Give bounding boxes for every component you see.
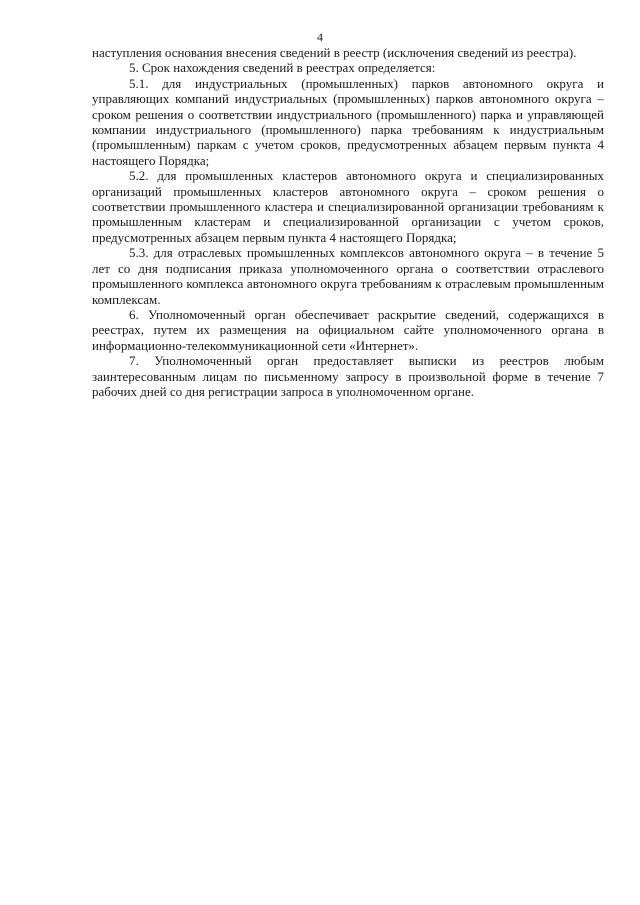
paragraph-continuation: наступления основания внесения сведений в реестр (исключения сведений из реестра). [92,45,577,60]
paragraph-item-5: 5. Срок нахождения сведений в реестрах определяется: [129,60,436,76]
paragraph-item-5-3: 5.3. для отраслевых промышленных комплексов автономного округа – в течение 5 лет со дня подписания приказа уполномоченного органа о соответствии отраслевого промышленного комплекса автономного округа требованиям к отраслевым промышленным комплексам. [92,245,604,307]
document-body [92,45,604,399]
paragraph-item-5-2: 5.2. для промышленных кластеров автономного округа и специализированных организаций промышленных кластеров автономного округа – сроком решения о соответствии промышленного кластера и специализированной организации требованиям к промышленным кластерам и специализированной организации с учетом сроков, предусмотренных абзацем первым пункта 4 настоящего Порядка; [92,168,604,245]
page-number: 4 [317,30,323,44]
paragraph-item-7: 7. Уполномоченный орган предоставляет выписки из реестров любым заинтересованным лицам по письменному запросу в произвольной форме в течение 7 рабочих дней со дня регистрации запроса в уполномоченном органе. [92,353,604,399]
paragraph-item-6: 6. Уполномоченный орган обеспечивает раскрытие сведений, содержащихся в реестрах, путем их размещения на официальном сайте уполномоченного органа в информационно-телекоммуникационной сети «Интернет». [92,306,604,353]
paragraph-item-5-1: 5.1. для индустриальных (промышленных) парков автономного округа и управляющих компаний индустриальных (промышленных) парков автономного округа – сроком решения о соответствии индустриального (промышленного) парка и управляющей компании индустриального (промышленного) парка требованиям к индустриальным (промышленным) паркам с учетом сроков, предусмотренных абзацем первым пункта 4 настоящего Порядка; [92,75,604,168]
